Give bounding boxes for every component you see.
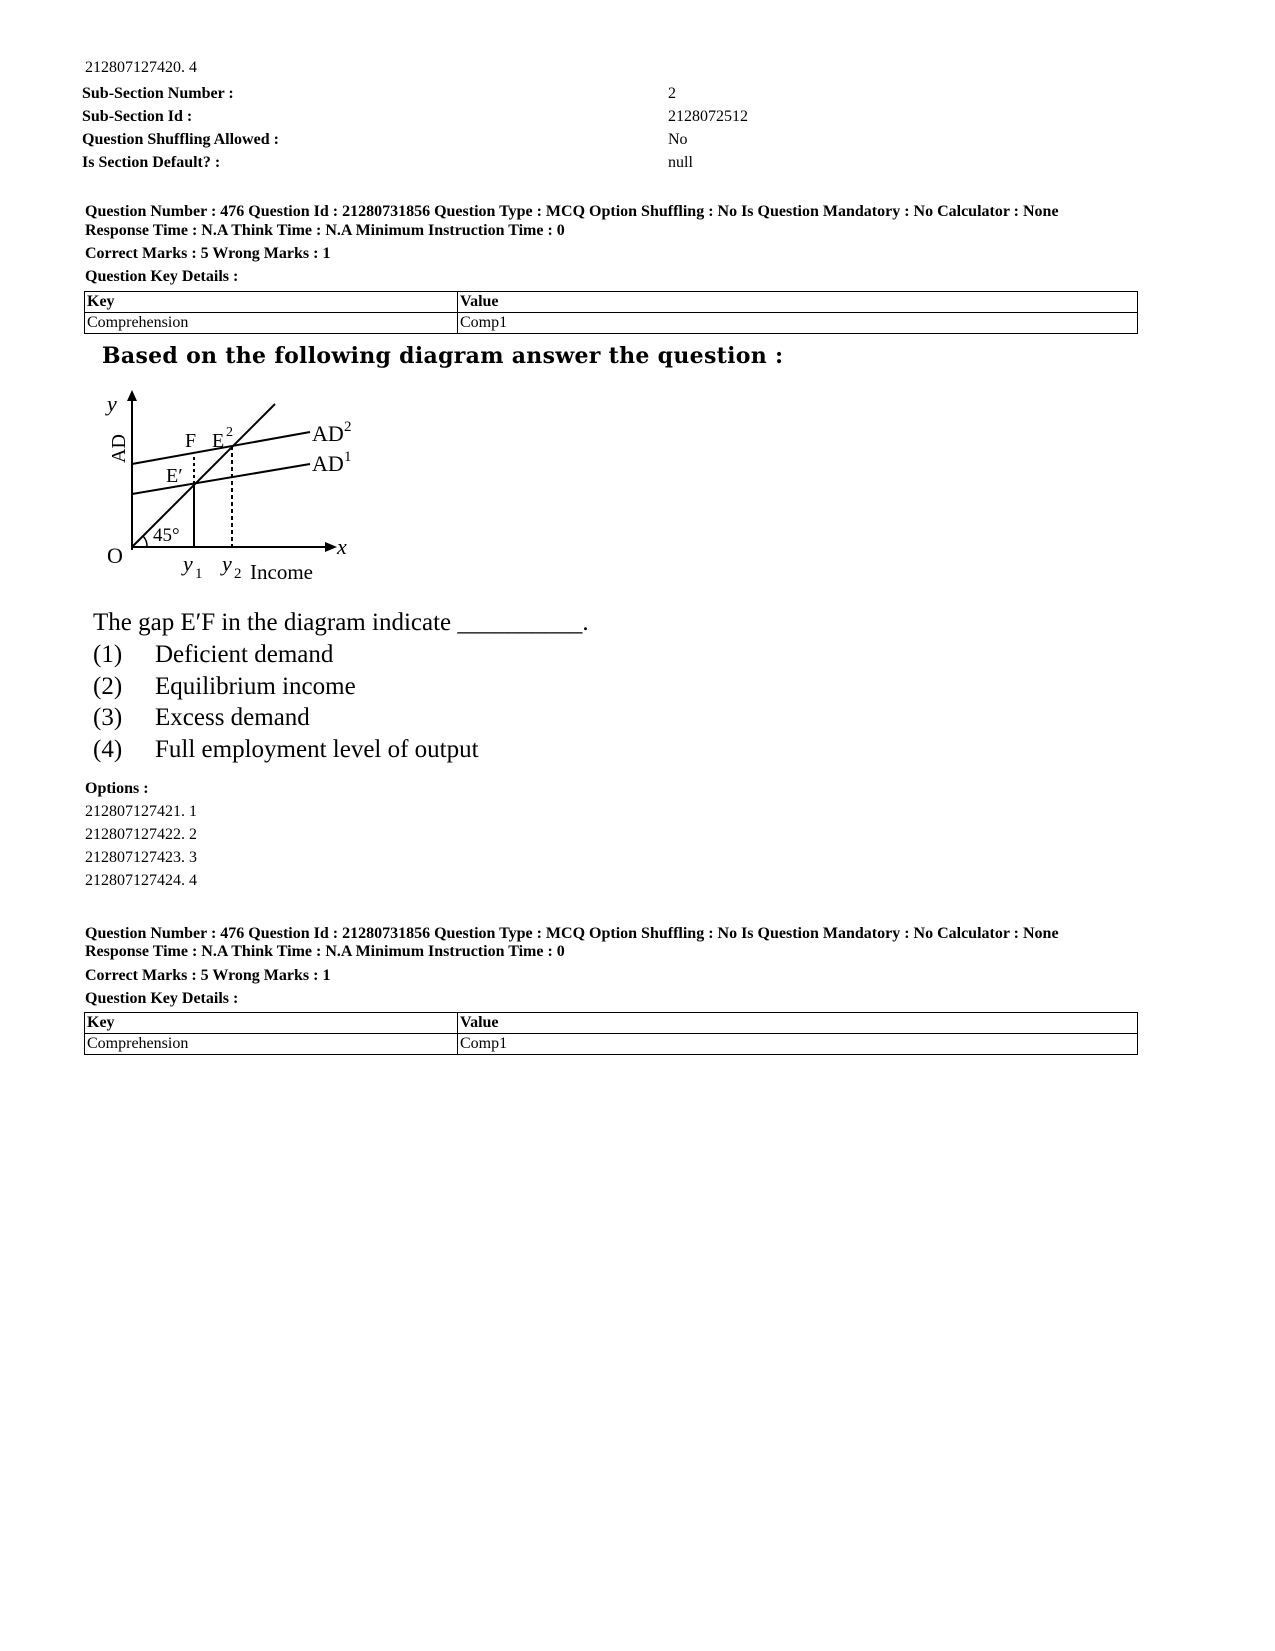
- previous-option-line: 212807127420. 4: [85, 59, 197, 76]
- table-row: [85, 313, 1138, 334]
- image-option-text: Full employment level of output: [155, 736, 479, 763]
- y1-label: y: [183, 551, 193, 576]
- y2-label: y: [222, 551, 232, 576]
- question-header-line2: Response Time : N.A Think Time : N.A Minimum Instruction Time : 0: [85, 943, 565, 960]
- image-option-text: Excess demand: [155, 704, 310, 731]
- question-key-table: [84, 291, 1138, 334]
- question-marks: Correct Marks : 5 Wrong Marks : 1: [85, 245, 331, 262]
- ad2-label: AD: [312, 421, 344, 446]
- ad-income-diagram: [95, 385, 385, 590]
- point-e2-label: E: [212, 430, 225, 452]
- question-image-title: Based on the following diagram answer the question :: [102, 343, 784, 369]
- table-header-value: Value: [458, 292, 1138, 313]
- ad1-line: [132, 464, 310, 494]
- point-e-prime-label: E′: [166, 465, 183, 487]
- table-cell-key: Comprehension: [85, 313, 458, 334]
- angle-arc: [143, 536, 147, 547]
- image-option-number: (4): [93, 736, 123, 763]
- ad1-label: AD: [312, 451, 344, 476]
- table-header-key: Key: [85, 1013, 458, 1034]
- y2-subscript: 2: [234, 566, 242, 582]
- image-option-text: Deficient demand: [155, 641, 334, 668]
- question-header-line1: Question Number : 476 Question Id : 21280731856 Question Type : MCQ Option Shuffling : No Is Question Mandatory : No Calculator : None: [85, 925, 1059, 942]
- table-row: [85, 1034, 1138, 1055]
- origin-label: O: [107, 543, 123, 568]
- section-default-label: Is Section Default? :: [82, 154, 221, 171]
- question-marks: Correct Marks : 5 Wrong Marks : 1: [85, 967, 331, 984]
- question-shuffling-label: Question Shuffling Allowed :: [82, 131, 279, 148]
- y1-subscript: 1: [195, 566, 203, 582]
- subsection-number-value: 2: [668, 85, 676, 102]
- question-key-details-label: Question Key Details :: [85, 268, 239, 285]
- table-header-key: Key: [85, 292, 458, 313]
- image-option-number: (2): [93, 673, 123, 700]
- question-shuffling-value: No: [668, 131, 688, 148]
- subsection-id-value: 2128072512: [668, 108, 748, 125]
- option-id-2: 212807127422. 2: [85, 826, 197, 843]
- y-axis-label: y: [107, 391, 117, 416]
- subsection-id-label: Sub-Section Id :: [82, 108, 193, 125]
- option-id-1: 212807127421. 1: [85, 803, 197, 820]
- subsection-number-label: Sub-Section Number :: [82, 85, 234, 102]
- ad1-superscript: 1: [344, 449, 352, 465]
- question-key-details-label: Question Key Details :: [85, 990, 239, 1007]
- angle-label: 45°: [153, 525, 180, 546]
- image-option-text: Equilibrium income: [155, 673, 356, 700]
- question-key-table: [84, 1012, 1138, 1055]
- table-header-row: [85, 292, 1138, 313]
- question-text: The gap E′F in the diagram indicate __________.: [93, 609, 589, 636]
- section-default-value: null: [668, 154, 693, 171]
- table-cell-key: Comprehension: [85, 1034, 458, 1055]
- image-option-4: [93, 734, 479, 766]
- table-cell-value: Comp1: [458, 313, 1138, 334]
- question-header-line2: Response Time : N.A Think Time : N.A Minimum Instruction Time : 0: [85, 222, 565, 239]
- option-id-3: 212807127423. 3: [85, 849, 197, 866]
- options-label: Options :: [85, 780, 149, 797]
- x-axis-arrow: [325, 542, 337, 552]
- image-option-3: [93, 702, 310, 734]
- image-option-2: [93, 671, 356, 703]
- question-header-line1: Question Number : 476 Question Id : 21280731856 Question Type : MCQ Option Shuffling : No Is Question Mandatory : No Calculator : None: [85, 203, 1059, 220]
- option-id-4: 212807127424. 4: [85, 872, 197, 889]
- point-e2-superscript: 2: [226, 425, 233, 440]
- y-axis-arrow: [127, 390, 137, 401]
- ad2-superscript: 2: [344, 419, 352, 435]
- income-label: Income: [250, 560, 313, 584]
- image-option-number: (3): [93, 704, 123, 731]
- table-header-value: Value: [458, 1013, 1138, 1034]
- table-cell-value: Comp1: [458, 1034, 1138, 1055]
- ad-axis-label: AD: [108, 434, 130, 463]
- image-option-number: (1): [93, 641, 123, 668]
- image-option-1: [93, 639, 333, 671]
- table-header-row: [85, 1013, 1138, 1034]
- x-axis-label: x: [337, 534, 347, 559]
- point-f-label: F: [185, 430, 197, 452]
